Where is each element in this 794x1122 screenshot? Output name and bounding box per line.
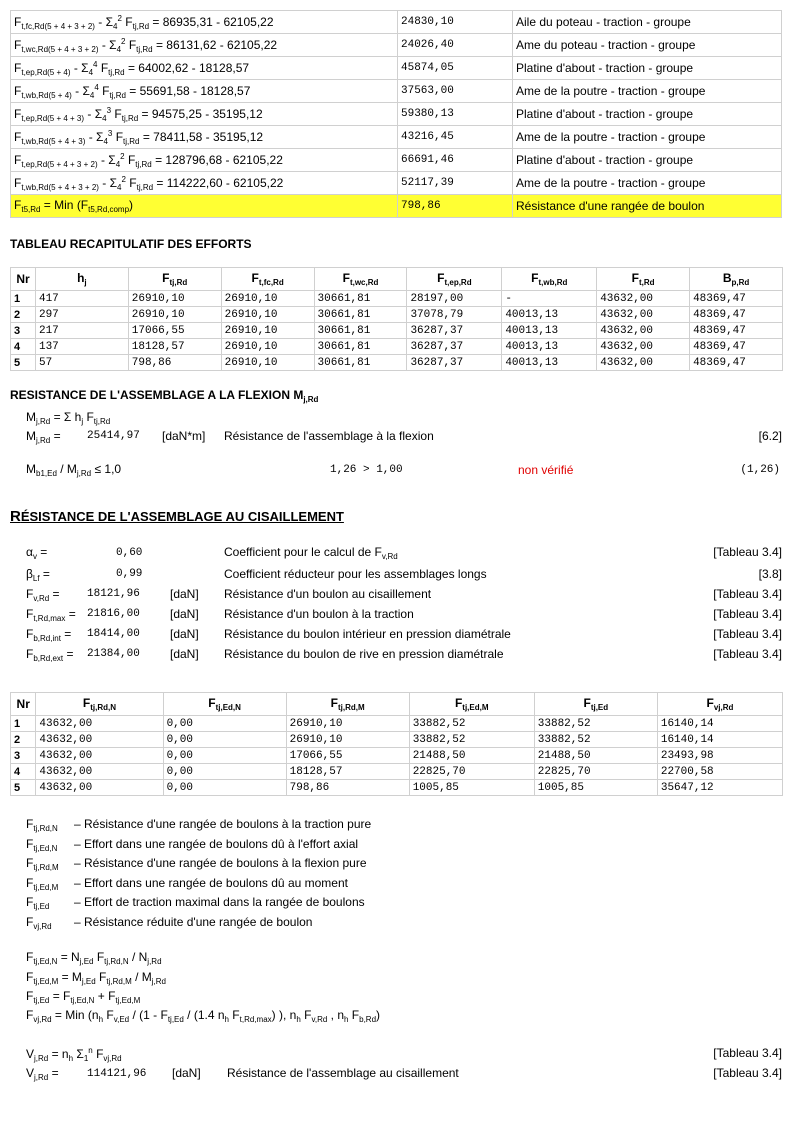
cell: 33882,52 <box>409 732 534 748</box>
fvrd-description: Résistance d'un boulon au cisaillement <box>224 587 432 601</box>
cell: 4 <box>11 764 36 780</box>
formula-cell: $F_{t,wb,Rd(5 + 4)} - \Sigma_4^4$ $F_{tj,Rd} = 55691,58 - 18128,57$ <box>11 80 398 103</box>
formula-cell: $F_{t,ep,Rd(5 + 4)} - \Sigma_4^4$ $F_{tj,Rd} = 64002,62 - 18128,57$ <box>11 57 398 80</box>
cell: 3 <box>11 323 36 339</box>
table-row <box>11 172 782 195</box>
alpha-v-reference: [Tableau 3.4] <box>713 545 782 559</box>
cell: 48369,47 <box>690 291 783 307</box>
table-header-row <box>11 693 783 716</box>
cell: 26910,10 <box>221 323 314 339</box>
table-row <box>11 11 782 34</box>
cell: 30661,81 <box>314 339 407 355</box>
cell: 40013,13 <box>502 355 597 371</box>
fbrdint-unit: [daN] <box>170 627 199 641</box>
value-cell: 798,86 <box>398 195 513 218</box>
fvrd-symbol: $F_{v,Rd}$ = <box>26 587 60 603</box>
cell: 36287,37 <box>407 339 502 355</box>
cell: 26910,10 <box>221 291 314 307</box>
cell: 43632,00 <box>36 764 163 780</box>
cell: 28197,00 <box>407 291 502 307</box>
cell: 26910,10 <box>286 716 409 732</box>
description-cell: Platine d'about - traction - groupe <box>513 103 782 126</box>
cell: 43632,00 <box>597 355 690 371</box>
mjrd-description: Résistance de l'assemblage à la flexion <box>224 429 434 443</box>
cell: 43632,00 <box>597 291 690 307</box>
recap-heading: TABLEAU RECAPITULATIF DES EFFORTS <box>10 237 252 251</box>
fbrdint-reference: [Tableau 3.4] <box>713 627 782 641</box>
table-row <box>11 764 783 780</box>
value-cell: 45874,05 <box>398 57 513 80</box>
formula-cell: $F_{t,fc,Rd(5 + 4 + 3 + 2)} - \Sigma_4^2$ $F_{tj,Rd} = 86935,31 - 62105,22$ <box>11 11 398 34</box>
ftrdmax-unit: [daN] <box>170 607 199 621</box>
cell: - <box>502 291 597 307</box>
vjrd-description: Résistance de l'assemblage au cisaillement <box>227 1066 459 1080</box>
cell: 33882,52 <box>534 716 657 732</box>
cell: 26910,10 <box>221 307 314 323</box>
shear-section-title: RÉSISTANCE DE L'ASSEMBLAGE AU CISAILLEMENT <box>10 508 344 525</box>
cell: 1005,85 <box>534 780 657 796</box>
vjrd-value: 114121,96 <box>87 1068 147 1080</box>
formula-ftjedm: $F_{tj,Ed,M} = M_{j,Ed}$ $F_{tj,Rd,M} / M_{j,Rd}$ <box>26 970 166 986</box>
table-row <box>11 80 782 103</box>
alpha-v-symbol: $\alpha_v$ = <box>26 545 48 561</box>
table-row <box>11 339 783 355</box>
cell: 217 <box>35 323 128 339</box>
fbrdext-description: Résistance du boulon de rive en pression diamétrale <box>224 647 504 661</box>
ftrdmax-symbol: $F_{t,Rd,max}$ = <box>26 607 76 623</box>
description-cell: Ame de la poutre - traction - groupe <box>513 172 782 195</box>
legend-ftjed: $F_{tj,Ed}$ – Effort de traction maximal dans la rangée de boulons <box>26 895 365 911</box>
ftrdmax-description: Résistance d'un boulon à la traction <box>224 607 414 621</box>
col-bprd: $B_{p,Rd}$ <box>690 268 783 291</box>
cell: 18128,57 <box>286 764 409 780</box>
formula-cell: $F_{t5,Rd}$ = Min $(F_{t5,Rd,comp})$ <box>11 195 398 218</box>
flexion-check-label: $M_{b1,Ed} / M_{j,Rd} \le 1,0$ <box>26 462 122 478</box>
cell: 37078,79 <box>407 307 502 323</box>
cell: 33882,52 <box>534 732 657 748</box>
cell: 22825,70 <box>409 764 534 780</box>
cell: 43632,00 <box>597 339 690 355</box>
cell: 43632,00 <box>36 716 163 732</box>
shear-table <box>10 692 783 796</box>
col-ftjedn: $F_{tj,Ed,N}$ <box>163 693 286 716</box>
col-ftjrdn: $F_{tj,Rd,N}$ <box>36 693 163 716</box>
vjrd-unit: [daN] <box>172 1066 201 1080</box>
cell: 417 <box>35 291 128 307</box>
table-row <box>11 103 782 126</box>
formula-cell: $F_{t,ep,Rd(5 + 4 + 3)} - \Sigma_4^3$ $F_{tj,Rd} = 94575,25 - 35195,12$ <box>11 103 398 126</box>
table-row <box>11 291 783 307</box>
table-row-highlighted <box>11 195 782 218</box>
mjrd-formula: $M_{j,Rd} = \Sigma$ $h_j$ $F_{tj,Rd}$ <box>26 410 111 426</box>
value-cell: 24026,40 <box>398 34 513 57</box>
cell: 1 <box>11 291 36 307</box>
cell: 43632,00 <box>36 732 163 748</box>
cell: 17066,55 <box>286 748 409 764</box>
description-cell: Platine d'about - traction - groupe <box>513 57 782 80</box>
table-row <box>11 57 782 80</box>
col-fvjrd: $F_{vj,Rd}$ <box>657 693 782 716</box>
formula-fvjrd: $F_{vj,Rd}$ = Min ($n_h$ $F_{v,Ed} / (1 - F_{tj,Ed} / (1.4$ $n_h$ $F_{t,Rd,max}$) ), $n_h$ $F_{v,Rd}$ , $n_h$ $F_{b,Rd}$) <box>26 1008 381 1024</box>
cell: 26910,10 <box>286 732 409 748</box>
cell: 4 <box>11 339 36 355</box>
cell: 33882,52 <box>409 716 534 732</box>
fbrdext-unit: [daN] <box>170 647 199 661</box>
vjrd-reference: [Tableau 3.4] <box>713 1066 782 1080</box>
fvrd-reference: [Tableau 3.4] <box>713 587 782 601</box>
formula-cell: $F_{t,wb,Rd(5 + 4 + 3 + 2)} - \Sigma_4^2$ $F_{tj,Rd} = 114222,60 - 62105,22$ <box>11 172 398 195</box>
cell: 48369,47 <box>690 355 783 371</box>
col-fteprd: $F_{t,ep,Rd}$ <box>407 268 502 291</box>
cell: 0,00 <box>163 780 286 796</box>
table-row <box>11 780 783 796</box>
fbrdint-description: Résistance du boulon intérieur en pression diamétrale <box>224 627 511 641</box>
col-ftrd: $F_{t,Rd}$ <box>597 268 690 291</box>
cell: 297 <box>35 307 128 323</box>
cell: 23493,98 <box>657 748 782 764</box>
cell: 2 <box>11 307 36 323</box>
cell: 48369,47 <box>690 307 783 323</box>
cell: 21488,50 <box>534 748 657 764</box>
vjrd-symbol: $V_{j,Rd}$ = <box>26 1066 59 1082</box>
formula-ftjed: $F_{tj,Ed} = F_{tj,Ed,N} + F_{tj,Ed,M}$ <box>26 989 141 1005</box>
formula-cell: $F_{t,wc,Rd(5 + 4 + 3 + 2)} - \Sigma_4^2$ $F_{tj,Rd} = 86131,62 - 62105,22$ <box>11 34 398 57</box>
cell: 26910,10 <box>221 355 314 371</box>
col-ftfcrd: $F_{t,fc,Rd}$ <box>221 268 314 291</box>
cell: 137 <box>35 339 128 355</box>
value-cell: 52117,39 <box>398 172 513 195</box>
cell: 48369,47 <box>690 339 783 355</box>
table-row <box>11 323 783 339</box>
legend-ftjrdn: $F_{tj,Rd,N}$ – Résistance d'une rangée de boulons à la traction pure <box>26 817 372 833</box>
cell: 5 <box>11 355 36 371</box>
cell: 0,00 <box>163 716 286 732</box>
table-row <box>11 748 783 764</box>
table-row <box>11 126 782 149</box>
cell: 26910,10 <box>128 291 221 307</box>
flexion-check-expression: 1,26 > 1,00 <box>330 464 403 476</box>
cell: 0,00 <box>163 748 286 764</box>
table-row <box>11 307 783 323</box>
formula-cell: $F_{t,ep,Rd(5 + 4 + 3 + 2)} - \Sigma_4^2$ $F_{tj,Rd} = 128796,68 - 62105,22$ <box>11 149 398 172</box>
table-row <box>11 149 782 172</box>
legend-ftjrdm: $F_{tj,Rd,M}$ – Résistance d'une rangée de boulons à la flexion pure <box>26 856 367 872</box>
cell: 43632,00 <box>36 780 163 796</box>
description-cell: Aile du poteau - traction - groupe <box>513 11 782 34</box>
fbrdext-reference: [Tableau 3.4] <box>713 647 782 661</box>
vjrd-formula-reference: [Tableau 3.4] <box>713 1046 782 1060</box>
mjrd-unit: [daN*m] <box>162 429 206 443</box>
value-cell: 59380,13 <box>398 103 513 126</box>
col-ftwbrd: $F_{t,wb,Rd}$ <box>502 268 597 291</box>
cell: 30661,81 <box>314 291 407 307</box>
cell: 30661,81 <box>314 307 407 323</box>
fbrdext-symbol: $F_{b,Rd,ext}$ = <box>26 647 74 663</box>
formula-cell: $F_{t,wb,Rd(5 + 4 + 3)} - \Sigma_4^3$ $F_{tj,Rd} = 78411,58 - 35195,12$ <box>11 126 398 149</box>
fbrdint-symbol: $F_{b,Rd,int}$ = <box>26 627 72 643</box>
cell: 0,00 <box>163 732 286 748</box>
flexion-heading: RESISTANCE DE L'ASSEMBLAGE A LA FLEXION $M_{j,Rd}$ <box>10 388 319 404</box>
ftrdmax-reference: [Tableau 3.4] <box>713 607 782 621</box>
fvrd-unit: [daN] <box>170 587 199 601</box>
formula-ftjedn: $F_{tj,Ed,N} = N_{j,Ed}$ $F_{tj,Rd,N} / N_{j,Rd}$ <box>26 950 162 966</box>
legend-ftjedn: $F_{tj,Ed,N}$ – Effort dans une rangée de boulons dû à l'effort axial <box>26 837 359 853</box>
vjrd-formula: $V_{j,Rd} = n_h$ $\Sigma_1^n$ $F_{vj,Rd}$ <box>26 1046 122 1063</box>
fvrd-value: 18121,96 <box>87 588 140 600</box>
beta-lf-value: 0,99 <box>116 568 143 580</box>
cell: 21488,50 <box>409 748 534 764</box>
mjrd-reference: [6.2] <box>758 429 782 443</box>
mjrd-value: 25414,97 <box>87 430 140 442</box>
cell: 35647,12 <box>657 780 782 796</box>
table-row <box>11 355 783 371</box>
description-cell: Résistance d'une rangée de boulon <box>513 195 782 218</box>
cell: 30661,81 <box>314 355 407 371</box>
cell: 22825,70 <box>534 764 657 780</box>
cell: 3 <box>11 748 36 764</box>
value-cell: 24830,10 <box>398 11 513 34</box>
table-header-row <box>11 268 783 291</box>
cell: 17066,55 <box>128 323 221 339</box>
description-cell: Ame de la poutre - traction - groupe <box>513 80 782 103</box>
mjrd-symbol: $M_{j,Rd}$ = <box>26 429 61 445</box>
cell: 48369,47 <box>690 323 783 339</box>
cell: 36287,37 <box>407 355 502 371</box>
cell: 30661,81 <box>314 323 407 339</box>
cell: 22700,58 <box>657 764 782 780</box>
cell: 40013,13 <box>502 307 597 323</box>
beta-lf-reference: [3.8] <box>758 567 782 581</box>
cell: 1005,85 <box>409 780 534 796</box>
alpha-v-value: 0,60 <box>116 547 143 559</box>
cell: 43632,00 <box>597 307 690 323</box>
col-ftjrd: $F_{tj,Rd}$ <box>128 268 221 291</box>
col-nr: Nr <box>11 268 36 291</box>
value-cell: 37563,00 <box>398 80 513 103</box>
cell: 26910,10 <box>221 339 314 355</box>
table-row <box>11 732 783 748</box>
col-nr: Nr <box>11 693 36 716</box>
flexion-check-status: non vérifié <box>518 463 574 477</box>
cell: 0,00 <box>163 764 286 780</box>
cell: 43632,00 <box>597 323 690 339</box>
alpha-v-description: Coefficient pour le calcul de $F_{v,Rd}$ <box>224 545 398 561</box>
cell: 18128,57 <box>128 339 221 355</box>
recap-table <box>10 267 783 371</box>
fbrdint-value: 18414,00 <box>87 628 140 640</box>
cell: 2 <box>11 732 36 748</box>
cell: 40013,13 <box>502 339 597 355</box>
col-ftjed: $F_{tj,Ed}$ <box>534 693 657 716</box>
ftrdmax-value: 21816,00 <box>87 608 140 620</box>
legend-fvjrd: $F_{vj,Rd}$ – Résistance réduite d'une rangée de boulon <box>26 915 313 931</box>
description-cell: Ame de la poutre - traction - groupe <box>513 126 782 149</box>
value-cell: 66691,46 <box>398 149 513 172</box>
cell: 1 <box>11 716 36 732</box>
bolt-row-resistance-table <box>10 10 782 218</box>
cell: 57 <box>35 355 128 371</box>
cell: 26910,10 <box>128 307 221 323</box>
table-row <box>11 716 783 732</box>
cell: 43632,00 <box>36 748 163 764</box>
flexion-check-ratio: (1,26) <box>740 464 780 476</box>
col-hj: $h_j$ <box>35 268 128 291</box>
value-cell: 43216,45 <box>398 126 513 149</box>
col-ftjrdm: $F_{tj,Rd,M}$ <box>286 693 409 716</box>
beta-lf-description: Coefficient réducteur pour les assemblages longs <box>224 567 487 581</box>
cell: 16140,14 <box>657 732 782 748</box>
legend-ftjedm: $F_{tj,Ed,M}$ – Effort dans une rangée de boulons dû au moment <box>26 876 348 892</box>
cell: 40013,13 <box>502 323 597 339</box>
beta-lf-symbol: $\beta_{Lf}$ = <box>26 567 50 583</box>
cell: 798,86 <box>286 780 409 796</box>
cell: 36287,37 <box>407 323 502 339</box>
table-row <box>11 34 782 57</box>
col-ftjedm: $F_{tj,Ed,M}$ <box>409 693 534 716</box>
cell: 798,86 <box>128 355 221 371</box>
fbrdext-value: 21384,00 <box>87 648 140 660</box>
col-ftwcrd: $F_{t,wc,Rd}$ <box>314 268 407 291</box>
description-cell: Platine d'about - traction - groupe <box>513 149 782 172</box>
cell: 16140,14 <box>657 716 782 732</box>
cell: 5 <box>11 780 36 796</box>
description-cell: Ame du poteau - traction - groupe <box>513 34 782 57</box>
